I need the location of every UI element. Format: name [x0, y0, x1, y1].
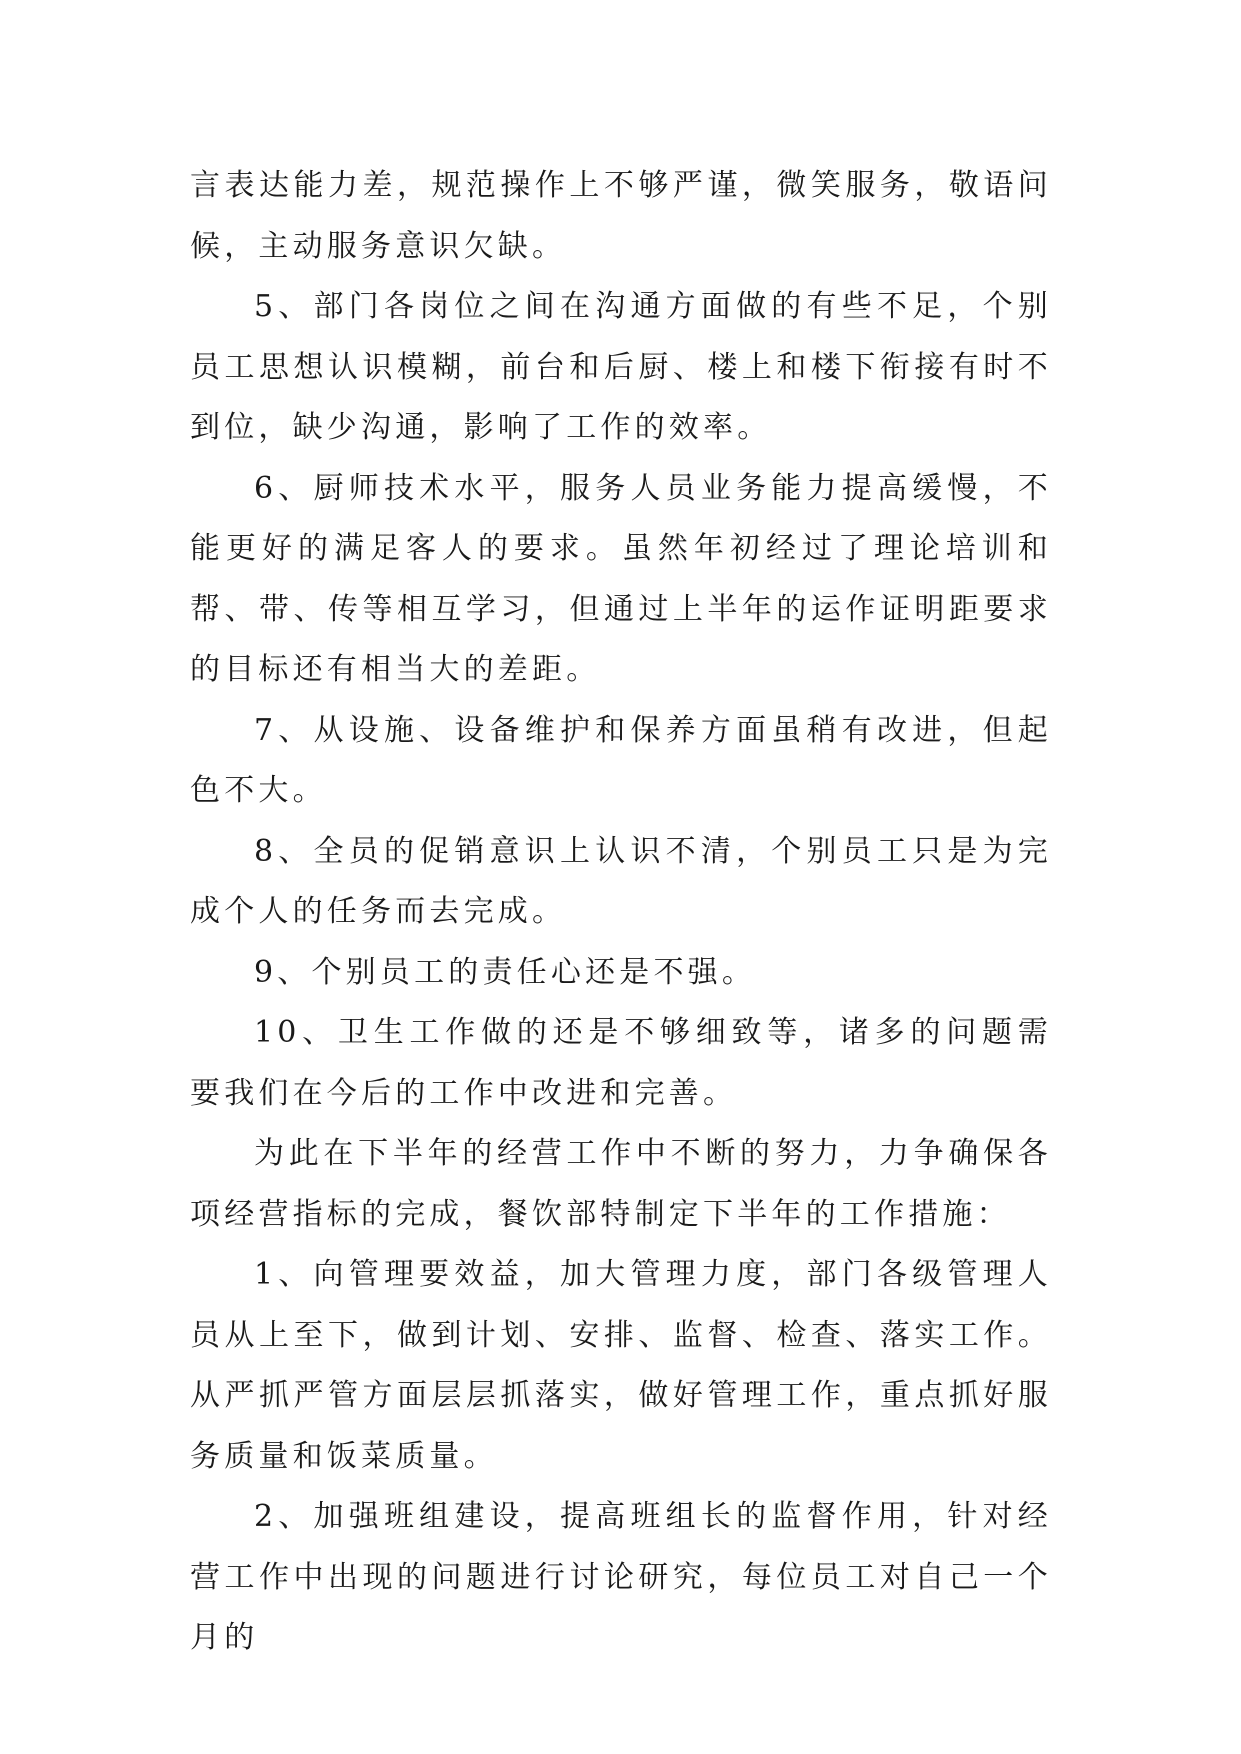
- paragraph-continuation: 言表达能力差，规范操作上不够严谨，微笑服务，敬语问候，主动服务意识欠缺。: [190, 168, 1052, 264]
- paragraph-item-8: 8、全员的促销意识上认识不清，个别员工只是为完成个人的任务而去完成。: [190, 833, 1052, 929]
- paragraph-measure-2: 2、加强班组建设，提高班组长的监督作用，针对经营工作中出现的问题进行讨论研究，每位员工对自己一个月的: [190, 1499, 1052, 1655]
- paragraph-item-9: 9、个别员工的责任心还是不强。: [254, 954, 757, 990]
- paragraph-item-6: 6、厨师技术水平，服务人员业务能力提高缓慢，不能更好的满足客人的要求。虽然年初经过了理论培训和帮、带、传等相互学习，但通过上半年的运作证明距要求的目标还有相当大的差距。: [190, 470, 1052, 687]
- paragraph-item-5: 5、部门各岗位之间在沟通方面做的有些不足，个别员工思想认识模糊，前台和后厨、楼上和楼下衔接有时不到位，缺少沟通，影响了工作的效率。: [190, 289, 1052, 445]
- paragraph-measure-1: 1、向管理要效益，加大管理力度，部门各级管理人员从上至下，做到计划、安排、监督、检查、落实工作。从严抓严管方面层层抓落实，做好管理工作，重点抓好服务质量和饭菜质量。: [190, 1257, 1052, 1474]
- document-body: [190, 156, 1052, 1669]
- paragraph-item-10: 10、卫生工作做的还是不够细致等，诸多的问题需要我们在今后的工作中改进和完善。: [190, 1015, 1052, 1111]
- paragraph-item-7: 7、从设施、设备维护和保养方面虽稍有改进，但起色不大。: [190, 712, 1052, 808]
- paragraph-measures-intro: 为此在下半年的经营工作中不断的努力，力争确保各项经营指标的完成，餐饮部特制定下半年的工作措施：: [190, 1136, 1052, 1232]
